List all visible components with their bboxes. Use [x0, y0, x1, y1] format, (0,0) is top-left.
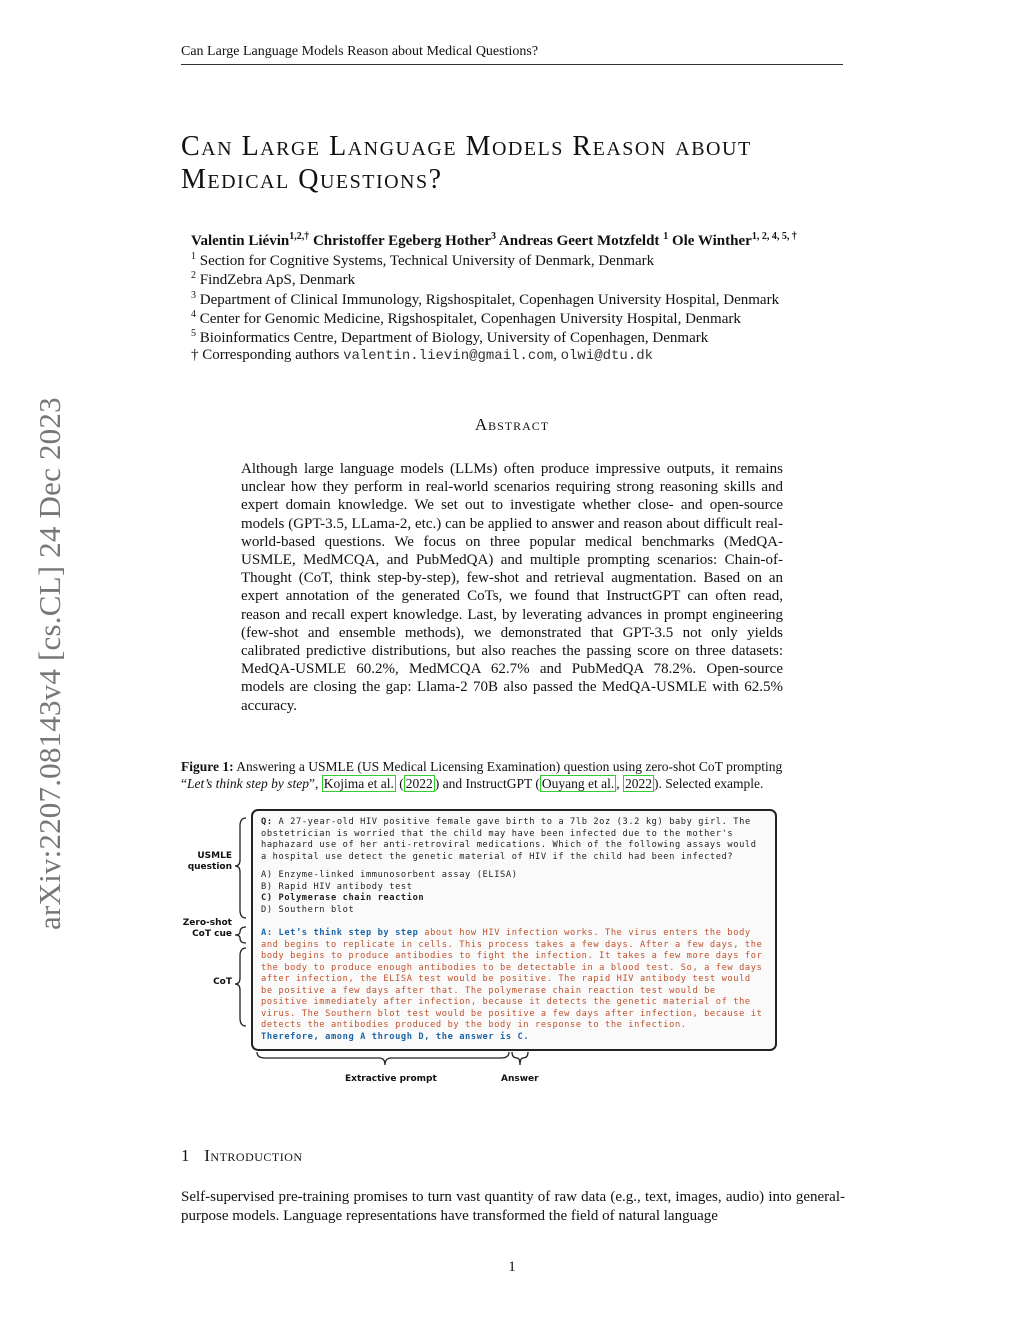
- affiliation-text: FindZebra ApS, Denmark: [199, 272, 356, 288]
- corresponding-label: † Corresponding authors: [191, 347, 340, 363]
- author-name: Christoffer Egeberg Hother: [312, 233, 491, 249]
- cot-line: virus. The Southern blot test would be positive a few days after infection, because it: [261, 1008, 763, 1019]
- affiliation-text: Section for Cognitive Systems, Technical University of Denmark, Denmark: [199, 253, 655, 269]
- abstract-text: Although large language models (LLMs) often produce impressive outputs, it remains unclear how they perform in real-world scenarios requiring strong reasoning skills and expert domain knowledge. We set out to investigate whether close- and open-source models (GPT-3.5, LLama-2, etc.) can be applied to answer and reason about difficult real-world-based questions. We focus on three popular medical benchmarks (MedQA-USMLE, MedMCQA, and PubMedQA) and multiple prompting scenarios: Chain-of-Thought (CoT, think step-by-step), few-shot and retrieval augmentation. Based on an expert annotation of the generated CoTs, we found that InstructGPT can often read, reason and recall expert knowledge. Last, by leverating advances in prompt engineering (few-shot and ensemble methods), we demonstrated that GPT-3.5 not only yields calibrated predictive distributions, but also reaches the passing score on three datasets: MedQA-USMLE 60.2%, MedMCQA 62.7% and PubMedQA 78.2%. Open-source models are closing the gap: Llama-2 70B also passed the MedQA-USMLE with 62.5% accuracy.: [241, 461, 783, 714]
- question-line: obstetrician is worried that the child may have been infected due to the mother's: [261, 828, 734, 839]
- answer-option: A) Enzyme-linked immunosorbent assay (ELISA): [261, 870, 518, 880]
- figure-label: Figure 1:: [181, 759, 234, 774]
- author-affil-marks: 1: [663, 231, 669, 242]
- extractive-prompt-label: Extractive prompt: [345, 1074, 437, 1084]
- label-line: Zero-shot: [182, 918, 232, 928]
- affiliation: [191, 328, 708, 347]
- affiliation-text: Department of Clinical Immunology, Rigshospitalet, Copenhagen University Hospital, Denmark: [199, 292, 780, 308]
- figure-caption: Figure 1: Answering a USMLE (US Medical Licensing Examination) question using zero-shot CoT prompting “Let’s think step by step”, Kojima et al. ( 2022 ) and InstructGPT ( Ouyang et al. , 2022 ). Selected example.: [181, 759, 783, 791]
- affiliation-number: 4: [191, 309, 196, 320]
- author-name: Ole Winther: [671, 233, 752, 249]
- options-block: [261, 870, 518, 916]
- author-affil-marks: 1, 2, 4, 5, †: [751, 231, 797, 242]
- cot-line: after infection, the ELISA test would be positive. The rapid HIV antibody test would: [261, 974, 751, 984]
- cot-cue-label: [160, 918, 232, 940]
- left-braces-graphic: [233, 816, 249, 1028]
- affiliation-text: Center for Genomic Medicine, Rigshospitalet, Copenhagen University Hospital, Denmark: [199, 311, 741, 327]
- label-line: USMLE: [197, 851, 232, 861]
- question-line: haphazard use of her anti-retroviral medications. Which of the following assays would: [261, 840, 757, 850]
- cot-line: body begins to produce antibodies to fight the infection. It takes a few more days for: [261, 951, 763, 961]
- caption-quote: “: [181, 775, 187, 791]
- citation-link[interactable]: 2022: [624, 775, 652, 791]
- affiliation-number: 2: [191, 270, 196, 281]
- cot-label: CoT: [213, 977, 232, 987]
- citation-link[interactable]: 2022: [405, 775, 433, 791]
- affiliation: [191, 251, 654, 270]
- affiliation-number: 1: [191, 251, 196, 262]
- caption-text: Answering a USMLE (US Medical Licensing Examination) question using zero-shot CoT prompting: [236, 759, 783, 774]
- label-line: CoT cue: [192, 929, 232, 939]
- affiliation: [191, 309, 741, 328]
- caption-text: and InstructGPT (: [439, 775, 540, 791]
- abstract-heading: Abstract: [474, 415, 550, 434]
- answer-option: B) Rapid HIV antibody test: [261, 881, 413, 892]
- cot-line: be positive a few days after that. The polymerase chain reaction test would be: [261, 985, 716, 996]
- usmle-question-label: [170, 851, 232, 873]
- citation-link[interactable]: Ouyang et al.: [541, 775, 615, 791]
- cot-cue-text: A: Let’s think step by step: [261, 928, 419, 938]
- cot-line: and begins to replicate in cells. This process takes a few days. After a few days, the: [261, 939, 763, 950]
- author-name: Valentin Liévin: [191, 233, 290, 249]
- section-number: 1: [181, 1146, 190, 1165]
- author-affil-marks: 1,2,†: [289, 231, 310, 242]
- author-list: [191, 231, 797, 250]
- section-title: Introduction: [204, 1146, 303, 1165]
- author-affil-marks: 3: [490, 231, 496, 242]
- intro-paragraph: Self-supervised pre-training promises to turn vast quantity of raw data (e.g., text, images, audio) into general-purpose models. Language representations have transformed the field of natural language: [181, 1189, 845, 1224]
- cot-line: positive immediately after infection, because it detects the genetic material of the: [261, 997, 751, 1007]
- affiliation-number: 5: [191, 328, 196, 339]
- corresponding-authors: [191, 347, 653, 364]
- page-number: 1: [508, 1259, 516, 1275]
- answer-label: Answer: [501, 1074, 539, 1084]
- author-name: Andreas Geert Motzfeldt: [498, 233, 660, 249]
- caption-italic: Let’s think step by step: [187, 775, 309, 791]
- paper-title: Can Large Language Models Reason about Medical Questions?: [181, 131, 752, 195]
- affiliation-number: 3: [191, 290, 196, 301]
- extractive-prompt-text: Therefore, among A through D, the answer is: [261, 1031, 518, 1042]
- running-head: Can Large Language Models Reason about Medical Questions?: [181, 44, 843, 65]
- question-line: a hospital use detect the genetic material of HIV if the child had been infected?: [261, 851, 734, 862]
- affiliation: [191, 290, 779, 309]
- email-separator: ,: [553, 347, 557, 363]
- question-prefix: Q:: [261, 817, 273, 827]
- question-block: [261, 817, 757, 863]
- section-heading: [181, 1146, 303, 1166]
- caption-text: ”,: [309, 775, 322, 791]
- cot-line: detects the antibodies produced by the body in response to the infection.: [261, 1020, 687, 1030]
- affiliation-text: Bioinformatics Centre, Department of Biology, University of Copenhagen, Denmark: [199, 330, 709, 346]
- citation-link[interactable]: Kojima et al.: [323, 775, 394, 791]
- answer-option-correct: C) Polymerase chain reaction: [261, 893, 425, 903]
- affiliation: [191, 270, 355, 289]
- cot-line: the body to produce enough antibodies to be detectable in a blood test. So, a few days: [261, 962, 763, 973]
- answer-option: D) Southern blot: [261, 904, 355, 915]
- figure-box: [251, 809, 777, 1051]
- answer-text: C.: [517, 1031, 530, 1042]
- bottom-braces-graphic: [255, 1050, 535, 1072]
- label-line: question: [187, 862, 232, 872]
- question-line: A 27-year-old HIV positive female gave birth to a 7lb 2oz (3.2 kg) baby girl. The: [278, 817, 751, 827]
- caption-text: ). Selected example.: [653, 775, 764, 791]
- email-link[interactable]: olwi@dtu.dk: [560, 348, 654, 364]
- arxiv-identifier: arXiv:2207.08143v4 [cs.CL] 24 Dec 2023: [32, 397, 67, 930]
- email-link[interactable]: valentin.lievin@gmail.com: [343, 348, 554, 364]
- cot-line: about how HIV infection works. The virus enters the body: [418, 928, 751, 938]
- cot-block: [261, 928, 762, 1043]
